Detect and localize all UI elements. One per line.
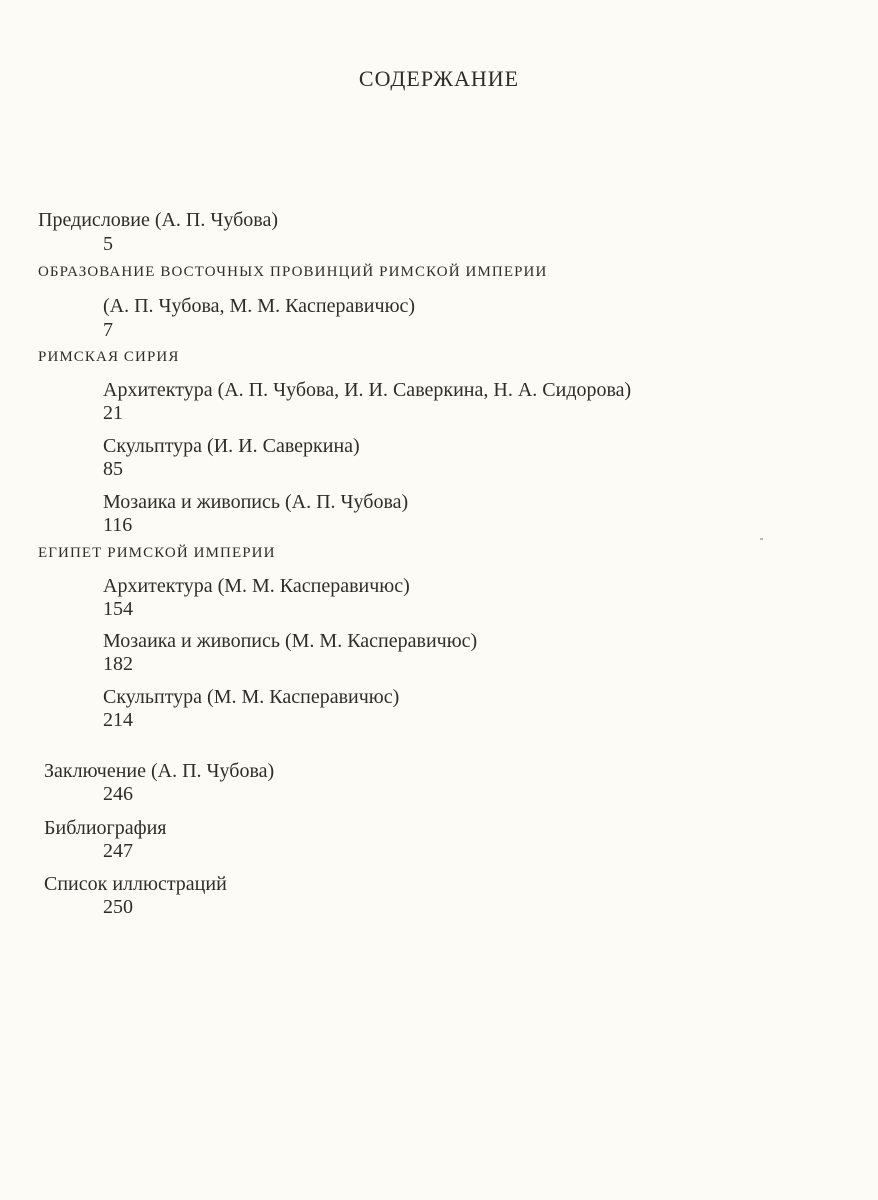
toc-entry-page: 116 [103,514,133,536]
toc-entry-page: 7 [103,319,113,341]
toc-entry-title: Мозаика и живопись (А. П. Чубова) [103,491,409,513]
toc-entry-page: 250 [103,896,133,918]
toc-entry-title: Список иллюстраций [44,873,227,895]
toc-entry-page: 154 [103,598,133,620]
toc-entry-page: 182 [103,653,133,675]
toc-entry-title: Архитектура (М. М. Касперавичюс) [103,575,410,597]
page-title: СОДЕРЖАНИЕ [358,66,520,91]
toc-entry-title: Мозаика и живопись (М. М. Касперавичюс) [103,630,478,652]
toc-entry-title: Архитектура (А. П. Чубова, И. И. Саверкина, Н. А. Сидорова) [103,379,632,401]
toc-entry-page: 21 [103,402,123,424]
toc-entry-title: Скульптура (И. И. Саверкина) [103,435,360,457]
paper-speck [760,538,763,540]
toc-entry-title: Предисловие (А. П. Чубова) [38,209,278,231]
toc-entry-title: Заключение (А. П. Чубова) [44,760,275,782]
toc-entry-page: 246 [103,783,133,805]
toc-section-heading: ОБРАЗОВАНИЕ ВОСТОЧНЫХ ПРОВИНЦИЙ РИМСКОЙ ИМПЕРИИ [38,264,548,280]
toc-entry-page: 85 [103,458,123,480]
toc-entry-page: 247 [103,840,133,862]
toc-entry-title: (А. П. Чубова, М. М. Касперавичюс) [103,295,416,317]
toc-entry-title: Библиография [44,817,167,839]
toc-entry-title: Скульптура (М. М. Касперавичюс) [103,686,400,708]
toc-entry-page: 5 [103,233,113,255]
toc-entry-page: 214 [103,709,133,731]
toc-section-heading: РИМСКАЯ СИРИЯ [38,349,180,365]
toc-section-heading: ЕГИПЕТ РИМСКОЙ ИМПЕРИИ [38,545,276,561]
